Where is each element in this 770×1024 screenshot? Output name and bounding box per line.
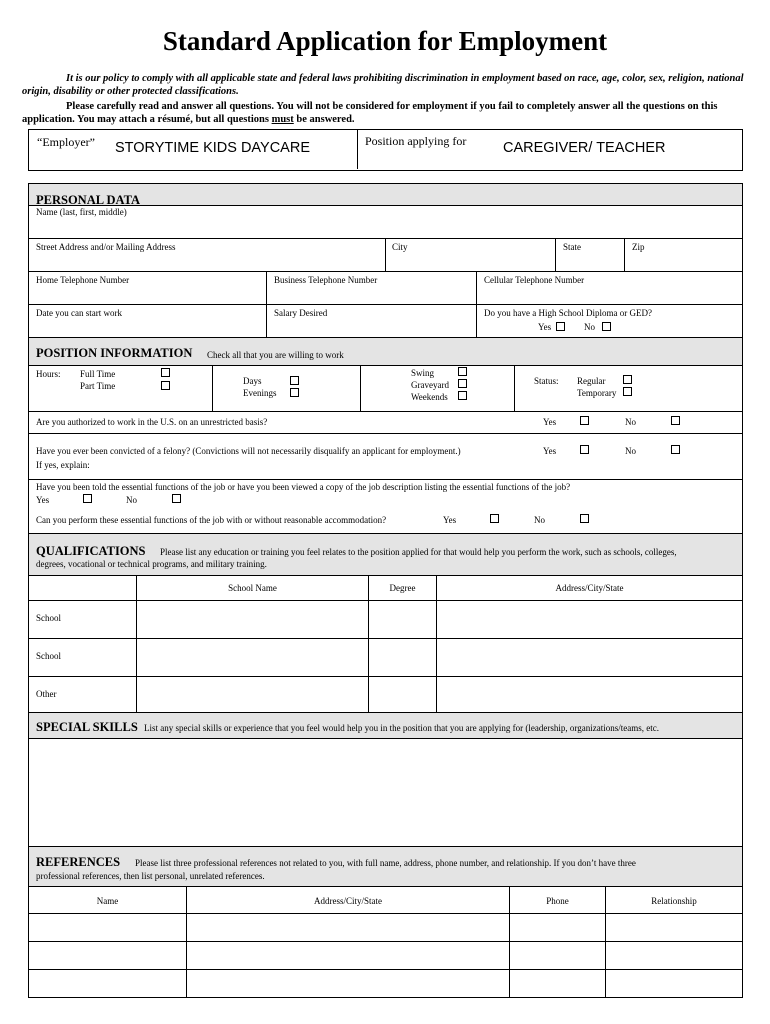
hours-cell — [29, 366, 213, 412]
position-label: Position applying for — [365, 134, 467, 148]
qualifications-subtitle-1: Please list any education or training you feel relates to the position applied for that would help you perform the work, such as schools, colleges, — [160, 547, 677, 557]
qual-address-input[interactable] — [437, 601, 742, 639]
business-phone-label: Business Telephone Number — [274, 275, 378, 285]
ref-relationship-input[interactable] — [606, 970, 742, 997]
hours-label: Hours: — [36, 369, 61, 379]
qual-row-2-label: School — [36, 651, 62, 661]
part-time-checkbox[interactable] — [161, 381, 170, 390]
ref-name-input[interactable] — [29, 970, 187, 997]
weekends-label: Weekends — [411, 392, 448, 402]
essential-question: Have you been told the essential functions of the job or have you been viewed a copy of the job description listing the essential functions of the job? — [36, 482, 571, 492]
perform-no-label: No — [534, 515, 545, 525]
perform-no-checkbox[interactable] — [580, 514, 589, 523]
qualifications-subtitle-2: degrees, vocational or technical programs, and military training. — [36, 559, 267, 569]
personal-data-title: PERSONAL DATA — [36, 193, 141, 207]
position-info-title: POSITION INFORMATION — [36, 346, 193, 360]
state-field[interactable] — [556, 239, 625, 272]
qual-col-school-name — [137, 576, 369, 601]
full-time-checkbox[interactable] — [161, 368, 170, 377]
ref-col-relationship — [606, 887, 742, 914]
status-label: Status: — [534, 376, 559, 386]
street-label: Street Address and/or Mailing Address — [36, 242, 176, 252]
qual-school-name-input[interactable] — [137, 601, 369, 639]
weekends-checkbox[interactable] — [458, 391, 467, 400]
qual-row-label — [29, 639, 137, 677]
address-header: Address/City/State — [555, 583, 624, 593]
references-subtitle-2: professional references, then list personal, unrelated references. — [36, 871, 265, 881]
perform-yes-checkbox[interactable] — [490, 514, 499, 523]
essential-yes-label: Yes — [36, 495, 50, 505]
ref-relationship-input[interactable] — [606, 942, 742, 970]
ref-name-header: Name — [96, 896, 119, 906]
diploma-question: Do you have a High School Diploma or GED? — [484, 308, 652, 318]
temporary-checkbox[interactable] — [623, 387, 632, 396]
qual-school-name-input[interactable] — [137, 639, 369, 677]
regular-checkbox[interactable] — [623, 375, 632, 384]
city-field[interactable] — [386, 239, 556, 272]
cell-phone-label: Cellular Telephone Number — [484, 275, 585, 285]
qual-row-3-label: Other — [36, 689, 57, 699]
special-skills-textarea[interactable] — [29, 739, 742, 847]
diploma-yes-checkbox[interactable] — [556, 322, 565, 331]
special-skills-subtitle: List any special skills or experience that you feel would help you in the position that you are applying for (leadership, organizations/teams, etc. — [144, 723, 659, 733]
felony-yes-checkbox[interactable] — [580, 445, 589, 454]
employer-label: “Employer” — [37, 135, 95, 149]
full-time-label: Full Time — [80, 369, 116, 379]
diploma-no-checkbox[interactable] — [602, 322, 611, 331]
regular-label: Regular — [577, 376, 606, 386]
days-cell — [213, 366, 361, 412]
business-phone-field[interactable] — [267, 272, 477, 305]
name-field[interactable] — [29, 206, 742, 239]
authorized-no-label: No — [625, 417, 636, 427]
city-label: City — [392, 242, 408, 252]
ref-col-address — [187, 887, 510, 914]
ref-phone-header: Phone — [546, 896, 569, 906]
policy-statement: It is our policy to comply with all applicable state and federal laws prohibiting discrimination in employment based on race, age, color, sex, religion, national origin, disability or other protected classifications. — [22, 73, 744, 97]
felony-yes-label: Yes — [543, 446, 557, 456]
felony-question: Have you ever been convicted of a felony? (Convictions will not necessarily disqualify an applicant for employment.) — [36, 446, 461, 456]
qual-header-blank — [29, 576, 137, 601]
qual-degree-input[interactable] — [369, 639, 437, 677]
form-body — [28, 183, 743, 998]
ref-address-input[interactable] — [187, 914, 510, 942]
ref-name-input[interactable] — [29, 914, 187, 942]
perform-yes-label: Yes — [443, 515, 457, 525]
diploma-no-label: No — [584, 322, 595, 332]
ref-phone-input[interactable] — [510, 970, 606, 997]
ref-phone-input[interactable] — [510, 914, 606, 942]
authorized-no-checkbox[interactable] — [671, 416, 680, 425]
qual-school-name-input[interactable] — [137, 677, 369, 713]
qual-row-label — [29, 601, 137, 639]
shift-cell — [361, 366, 515, 412]
felony-no-checkbox[interactable] — [671, 445, 680, 454]
authorized-yes-label: Yes — [543, 417, 557, 427]
qual-row-1-label: School — [36, 613, 62, 623]
start-date-field[interactable] — [29, 305, 267, 338]
authorized-yes-checkbox[interactable] — [580, 416, 589, 425]
employer-field[interactable] — [29, 130, 358, 169]
ref-address-header: Address/City/State — [314, 896, 382, 906]
home-phone-label: Home Telephone Number — [36, 275, 130, 285]
days-label: Days — [243, 376, 262, 386]
qualifications-title: QUALIFICATIONS — [36, 544, 146, 558]
temporary-label: Temporary — [577, 388, 617, 398]
felony-no-label: No — [625, 446, 636, 456]
authorized-row — [29, 412, 742, 434]
instructions-part1: Please carefully read and answer all questions. You will not be considered for employment if you fail to completely answer all the questions on this application. You may attach a résumé, but all questions — [22, 101, 718, 125]
qual-col-degree — [369, 576, 437, 601]
essential-no-label: No — [126, 495, 137, 505]
evenings-checkbox[interactable] — [290, 388, 299, 397]
position-info-header — [29, 338, 742, 366]
form-title: Standard Application for Employment — [162, 26, 608, 56]
instructions-part2: be answered. — [293, 114, 355, 125]
name-label: Name (last, first, middle) — [36, 207, 127, 217]
zip-field[interactable] — [625, 239, 742, 272]
qual-col-address — [437, 576, 742, 601]
graveyard-label: Graveyard — [411, 380, 449, 390]
qual-degree-input[interactable] — [369, 677, 437, 713]
school-name-header: School Name — [228, 583, 277, 593]
position-field[interactable] — [357, 130, 741, 169]
references-title: REFERENCES — [36, 855, 121, 869]
position-value: CAREGIVER/ TEACHER — [503, 140, 666, 156]
swing-label: Swing — [411, 368, 435, 378]
employer-value: STORYTIME KIDS DAYCARE — [115, 140, 310, 156]
essential-functions-row — [29, 480, 742, 534]
ref-address-input[interactable] — [187, 942, 510, 970]
perform-question: Can you perform these essential functions of the job with or without reasonable accommodation? — [36, 515, 387, 525]
days-checkbox[interactable] — [290, 376, 299, 385]
ref-col-phone — [510, 887, 606, 914]
degree-header: Degree — [389, 583, 416, 593]
part-time-label: Part Time — [80, 381, 116, 391]
qual-degree-input[interactable] — [369, 601, 437, 639]
qual-address-input[interactable] — [437, 639, 742, 677]
salary-label: Salary Desired — [274, 308, 328, 318]
street-field[interactable] — [29, 239, 386, 272]
policy-text — [22, 72, 752, 98]
diploma-field — [477, 305, 742, 338]
salary-field[interactable] — [267, 305, 477, 338]
instructions-must: must — [271, 114, 294, 125]
evenings-label: Evenings — [243, 388, 277, 398]
qual-address-input[interactable] — [437, 677, 742, 713]
felony-explain-label: If yes, explain: — [36, 460, 90, 470]
qualifications-header — [29, 534, 742, 576]
special-skills-title: SPECIAL SKILLS — [36, 720, 138, 734]
graveyard-checkbox[interactable] — [458, 379, 467, 388]
instructions-text — [22, 100, 752, 126]
qual-row-label — [29, 677, 137, 713]
start-date-label: Date you can start work — [36, 308, 122, 318]
special-skills-header — [29, 713, 742, 739]
essential-yes-checkbox[interactable] — [83, 494, 92, 503]
ref-phone-input[interactable] — [510, 942, 606, 970]
employer-box — [28, 129, 743, 171]
state-label: State — [563, 242, 581, 252]
home-phone-field[interactable] — [29, 272, 267, 305]
zip-label: Zip — [632, 242, 645, 252]
diploma-yes-label: Yes — [538, 322, 552, 332]
personal-data-header — [29, 184, 742, 206]
status-cell — [515, 366, 742, 412]
cell-phone-field[interactable] — [477, 272, 742, 305]
ref-col-name — [29, 887, 187, 914]
swing-checkbox[interactable] — [458, 367, 467, 376]
ref-name-input[interactable] — [29, 942, 187, 970]
ref-relationship-header: Relationship — [651, 896, 697, 906]
references-subtitle-1: Please list three professional references not related to you, with full name, address, phone number, and relationship. If you don’t have three — [135, 858, 636, 868]
authorized-question: Are you authorized to work in the U.S. on an unrestricted basis? — [36, 417, 268, 427]
references-header — [29, 847, 742, 887]
essential-no-checkbox[interactable] — [172, 494, 181, 503]
ref-relationship-input[interactable] — [606, 914, 742, 942]
felony-row — [29, 434, 742, 480]
ref-address-input[interactable] — [187, 970, 510, 997]
position-info-subtitle: Check all that you are willing to work — [207, 350, 344, 360]
